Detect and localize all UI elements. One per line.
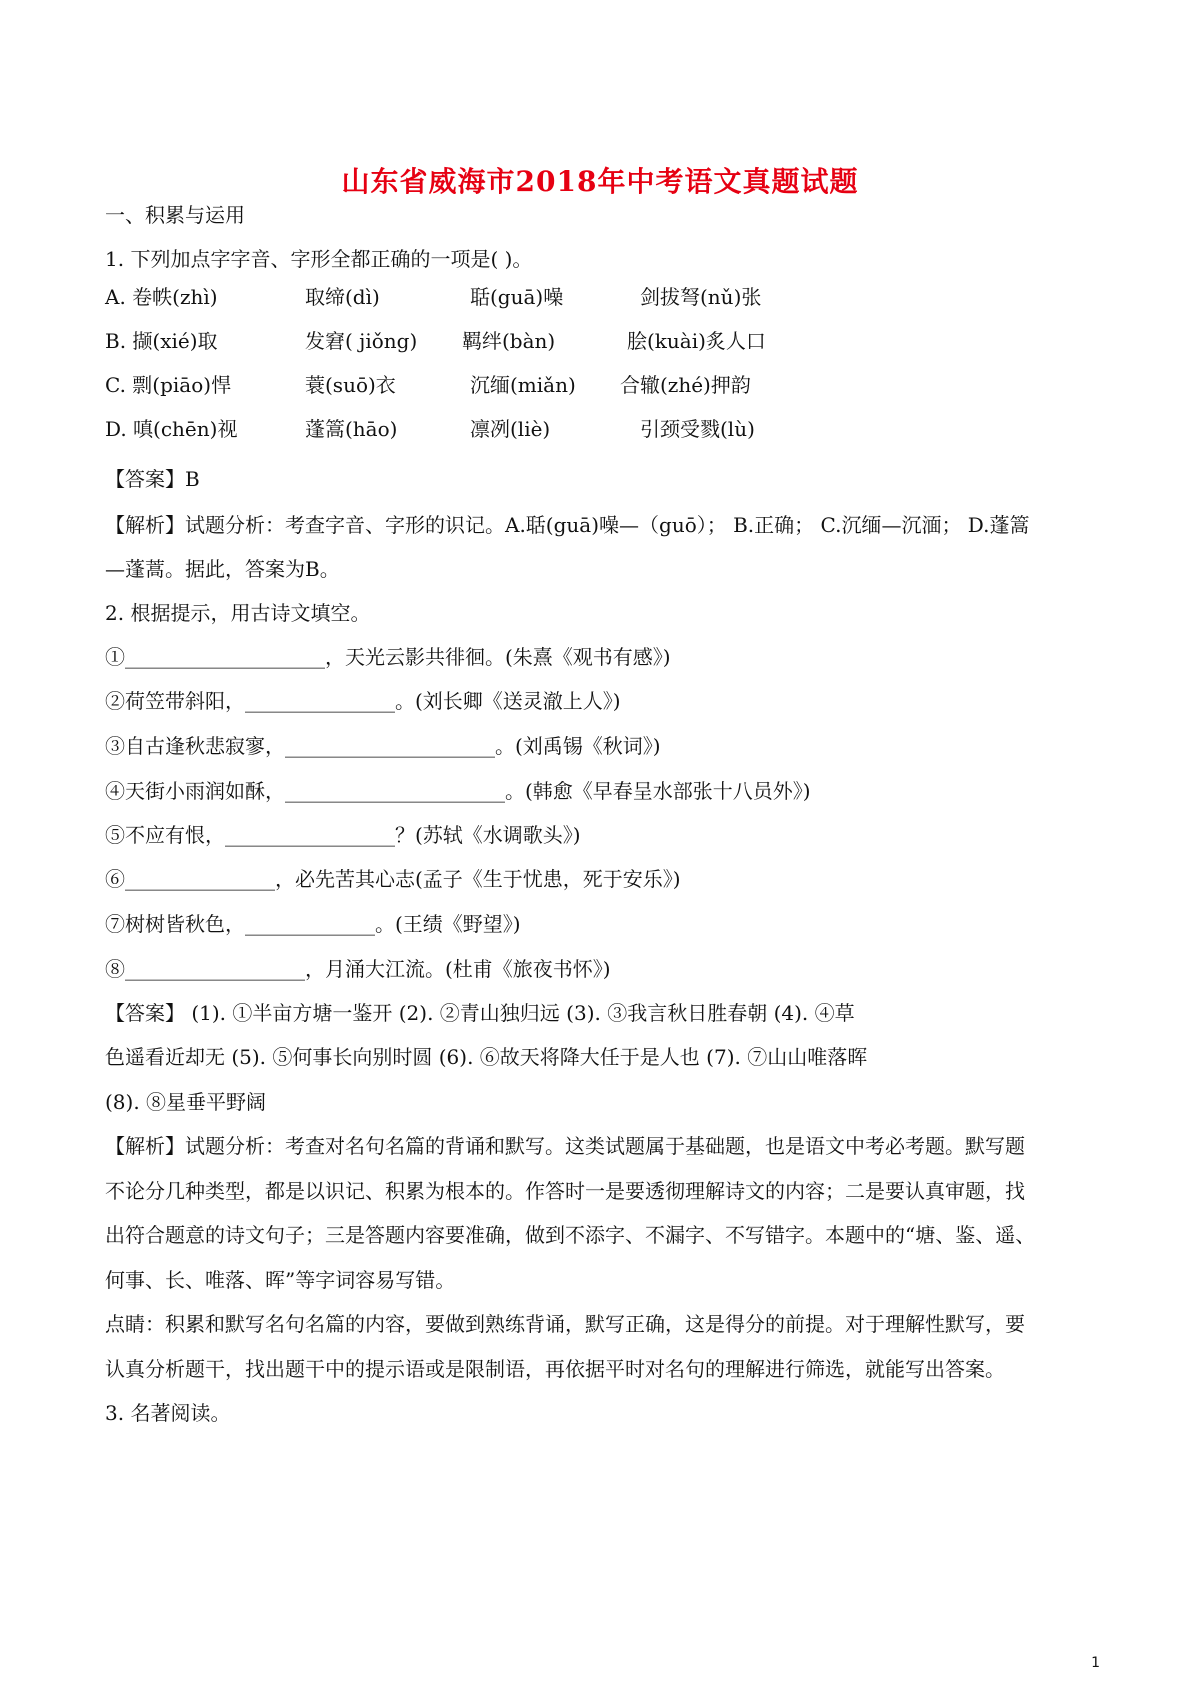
question-1-answer: 【答案】B [105,467,200,491]
option-d-4: 引颈受戮(lù) [640,417,755,441]
option-a-4: 剑拔弩(nǔ)张 [640,285,762,309]
fill-item-3: ③自古逢秋悲寂寥，_____________________。(刘禹锡《秋词》) [105,734,661,758]
question-2-analysis-line-2: 不论分几种类型，都是以识记、积累为根本的。作答时一是要透彻理解诗文的内容；二是要认真审题，找 [105,1179,1025,1203]
option-a-3: 聒(guā)噪 [470,285,564,309]
question-1-analysis-line-2: —蓬蒿。据此，答案为B。 [105,557,340,581]
option-a-2: 取缔(dì) [305,285,380,309]
fill-item-8: ⑧__________________，月涌大江流。(杜甫《旅夜书怀》) [105,957,611,981]
question-2-analysis-line-4: 何事、长、唯落、晖”等字词容易写错。 [105,1268,456,1292]
option-c-4: 合辙(zhé)押韵 [620,373,751,397]
question-2-stem: 2. 根据提示，用古诗文填空。 [105,601,371,625]
fill-item-2: ②荷笠带斜阳，_______________。(刘长卿《送灵澈上人》) [105,689,621,713]
option-b-3: 羁绊(bàn) [462,329,556,353]
tip-line-2: 认真分析题干，找出题干中的提示语或是限制语，再依据平时对名句的理解进行筛选，就能写出答案。 [105,1357,1005,1381]
option-b-2: 发窘( jiǒng) [305,329,418,353]
question-2-analysis-line-3: 出符合题意的诗文句子；三是答题内容要准确，做到不添字、不漏字、不写错字。本题中的“塘、鉴、遥、 [105,1223,1036,1247]
question-2-answer-line-1: 【答案】 (1). ①半亩方塘一鉴开 (2). ②青山独归远 (3). ③我言秋日胜春朝 (4). ④草 [105,1001,855,1025]
option-c-2: 蓑(suō)衣 [305,373,396,397]
tip-line-1: 点睛：积累和默写名句名篇的内容，要做到熟练背诵，默写正确，这是得分的前提。对于理解性默写，要 [105,1312,1025,1336]
fill-item-5: ⑤不应有恨，_________________？(苏轼《水调歌头》) [105,823,581,847]
page-number: 1 [1091,1655,1100,1671]
fill-item-1: ①____________________，天光云影共徘徊。(朱熹《观书有感》) [105,645,671,669]
section-heading: 一、积累与运用 [105,203,245,227]
question-1-analysis-line-1: 【解析】试题分析：考查字音、字形的识记。A.聒(guā)噪—（guō）； B.正确； C.沉缅—沉湎； D.蓬篙 [105,513,1030,537]
option-d-2: 蓬篙(hāo) [305,417,398,441]
question-2-answer-line-2: 色遥看近却无 (5). ⑤何事长向别时圆 (6). ⑥故天将降大任于是人也 (7). ⑦山山唯落晖 [105,1045,868,1069]
question-2-answer-line-3: (8). ⑧星垂平野阔 [105,1090,267,1114]
option-d-1: D. 嗔(chēn)视 [105,417,238,441]
page-title: 山东省威海市2018年中考语文真题试题 [341,165,859,198]
option-b-4: 脍(kuài)炙人口 [627,329,766,353]
fill-item-6: ⑥_______________，必先苦其心志(孟子《生于忧患，死于安乐》) [105,867,681,891]
fill-item-4: ④天街小雨润如酥，______________________。(韩愈《早春呈水部张十八员外》) [105,779,811,803]
question-3-stem: 3. 名著阅读。 [105,1401,231,1425]
option-c-3: 沉缅(miǎn) [470,373,576,397]
option-d-3: 凛冽(liè) [470,417,551,441]
fill-item-7: ⑦树树皆秋色，_____________。(王绩《野望》) [105,912,521,936]
option-b-1: B. 撷(xié)取 [105,329,218,353]
option-c-1: C. 剽(piāo)悍 [105,373,232,397]
question-1-stem: 1. 下列加点字字音、字形全都正确的一项是( )。 [105,247,533,271]
option-a-1: A. 卷帙(zhì) [105,285,218,309]
question-2-analysis-line-1: 【解析】试题分析：考查对名句名篇的背诵和默写。这类试题属于基础题，也是语文中考必考题。默写题 [105,1134,1025,1158]
